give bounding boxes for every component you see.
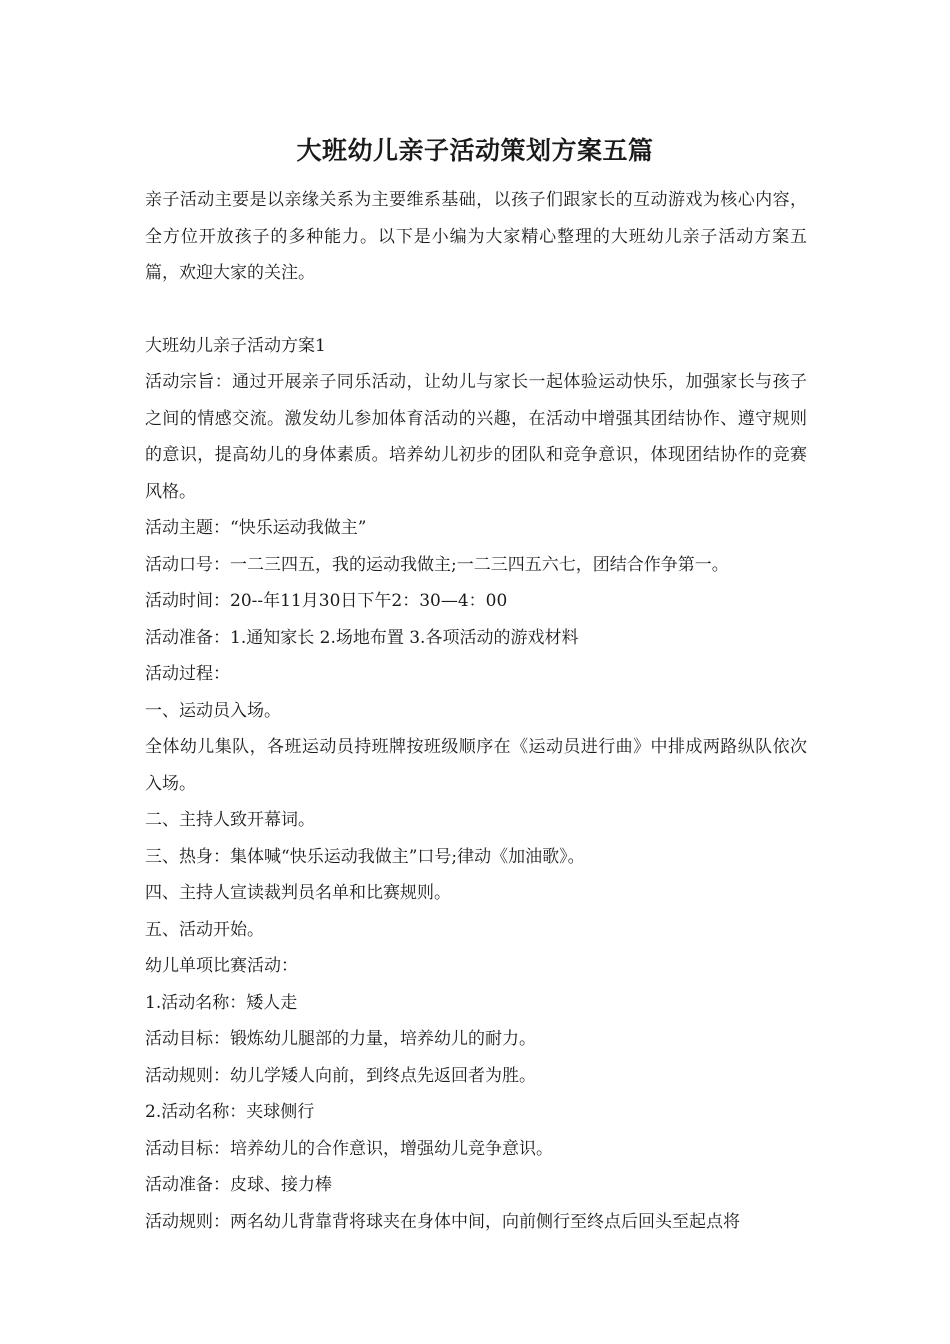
event-1-rule: 活动规则：幼儿学矮人向前，到终点先返回者为胜。: [145, 1065, 536, 1086]
intro-paragraph: 亲子活动主要是以亲缘关系为主要维系基础，以孩子们跟家长的互动游戏为核心内容，全方位开放孩子的多种能力。以下是小编为大家精心整理的大班幼儿亲子活动方案五篇，欢迎大家的关注。: [145, 190, 807, 283]
event-2-rule: 活动规则：两名幼儿背靠背将球夹在身体中间，向前侧行至终点后回头至起点将: [145, 1211, 740, 1232]
document-body: [145, 182, 807, 1240]
event-2-goal: 活动目标：培养幼儿的合作意识，增强幼儿竞争意识。: [145, 1138, 553, 1159]
section-heading: 大班幼儿亲子活动方案1: [145, 335, 326, 356]
event-1-name: 1.活动名称：矮人走: [145, 992, 298, 1013]
activity-prep: 活动准备：1.通知家长 2.场地布置 3.各项活动的游戏材料: [145, 627, 579, 648]
event-2-name: 2.活动名称：夹球侧行: [145, 1102, 315, 1122]
process-step-4: 四、主持人宣读裁判员名单和比赛规则。: [145, 883, 451, 903]
activity-slogan: 活动口号：一二三四五，我的运动我做主;一二三四五六七，团结合作争第一。: [145, 554, 729, 575]
activity-purpose: 活动宗旨：通过开展亲子同乐活动，让幼儿与家长一起体验运动快乐，加强家长与孩子之间的情感交流。激发幼儿参加体育活动的兴趣，在活动中增强其团结协作、遵守规则的意识，提高幼儿的身体素质。培养幼儿初步的团队和竞争意识，体现团结协作的竞赛风格。: [145, 372, 807, 502]
document-title: 大班幼儿亲子活动策划方案五篇: [296, 136, 654, 165]
process-step-2: 二、主持人致开幕词。: [145, 810, 315, 830]
activity-process: 活动过程：: [145, 664, 230, 684]
paragraph-spacer: [145, 292, 807, 328]
process-step-5: 五、活动开始。: [145, 919, 264, 940]
activity-theme: 活动主题：“快乐运动我做主”: [145, 518, 367, 538]
event-2-prep: 活动准备：皮球、接力棒: [145, 1175, 332, 1195]
single-events-heading: 幼儿单项比赛活动：: [145, 956, 298, 976]
event-1-goal: 活动目标：锻炼幼儿腿部的力量，培养幼儿的耐力。: [145, 1029, 536, 1049]
activity-time: 活动时间：20--年11月30日下午2：30—4：00: [145, 591, 508, 611]
process-step-3: 三、热身：集体喊“快乐运动我做主”口号;律动《加油歌》。: [145, 846, 585, 867]
process-step-1-detail: 全体幼儿集队，各班运动员持班牌按班级顺序在《运动员进行曲》中排成两路纵队依次入场。: [145, 737, 807, 794]
process-step-1: 一、运动员入场。: [145, 700, 281, 721]
